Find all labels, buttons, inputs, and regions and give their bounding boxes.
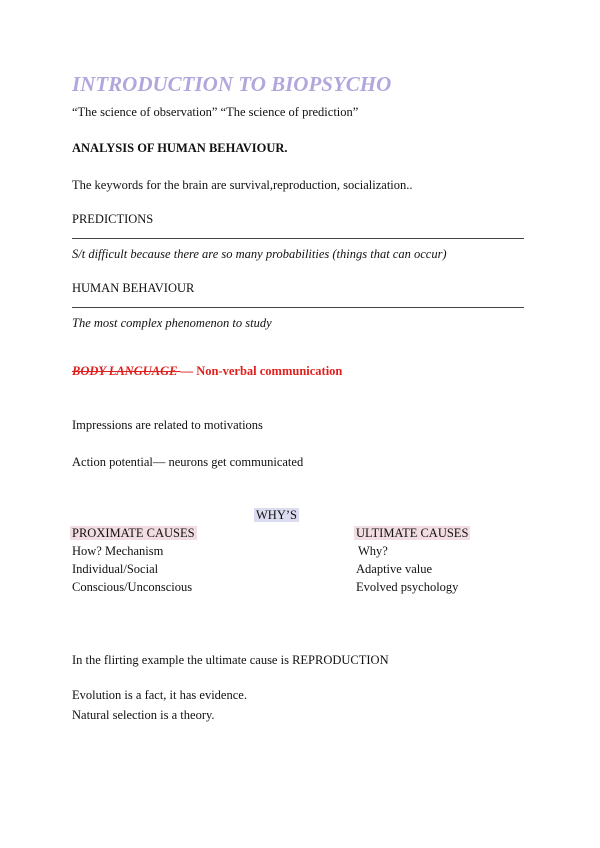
flirting-line: In the flirting example the ultimate cause is REPRODUCTION: [72, 653, 389, 667]
divider: [72, 238, 524, 239]
proximate-causes-heading: [70, 525, 197, 541]
proximate-causes-text: PROXIMATE CAUSES: [72, 526, 195, 540]
evolution-line: Evolution is a fact, it has evidence.: [72, 688, 247, 702]
predictions-heading: PREDICTIONS: [72, 212, 154, 226]
ultimate-causes-text: ULTIMATE CAUSES: [356, 526, 469, 540]
document-title: INTRODUCTION TO BIOPSYCHO: [72, 72, 392, 96]
human-behaviour-note: The most complex phenomenon to study: [72, 316, 272, 330]
ultimate-item: Adaptive value: [356, 562, 433, 576]
whys-heading-text: WHY’S: [256, 508, 297, 522]
predictions-note: S/t difficult because there are so many probabilities (things that can occur): [72, 247, 447, 261]
natural-selection-line: Natural selection is a theory.: [72, 708, 215, 722]
ultimate-item: Why?: [358, 544, 388, 558]
impressions-line: Impressions are related to motivations: [72, 418, 263, 432]
human-behaviour-heading: HUMAN BEHAVIOUR: [72, 281, 195, 295]
proximate-item: Individual/Social: [72, 562, 159, 576]
ultimate-item: Evolved psychology: [356, 580, 459, 594]
keywords-line: The keywords for the brain are survival,reproduction, socialization..: [72, 178, 413, 192]
ultimate-causes-heading: [354, 525, 470, 541]
proximate-item: Conscious/Unconscious: [72, 580, 193, 594]
proximate-item: How? Mechanism: [72, 544, 164, 558]
analysis-heading: ANALYSIS OF HUMAN BEHAVIOUR.: [72, 141, 288, 155]
body-language-rest: — Non-verbal communication: [180, 364, 343, 378]
divider: [72, 307, 524, 308]
whys-heading: [254, 507, 299, 523]
subtitle: “The science of observation” “The science of prediction”: [72, 105, 359, 119]
body-language-line: [72, 363, 342, 379]
body-language-struck: BODY LANGUAGE: [72, 364, 181, 378]
action-potential-line: Action potential— neurons get communicated: [72, 455, 304, 469]
